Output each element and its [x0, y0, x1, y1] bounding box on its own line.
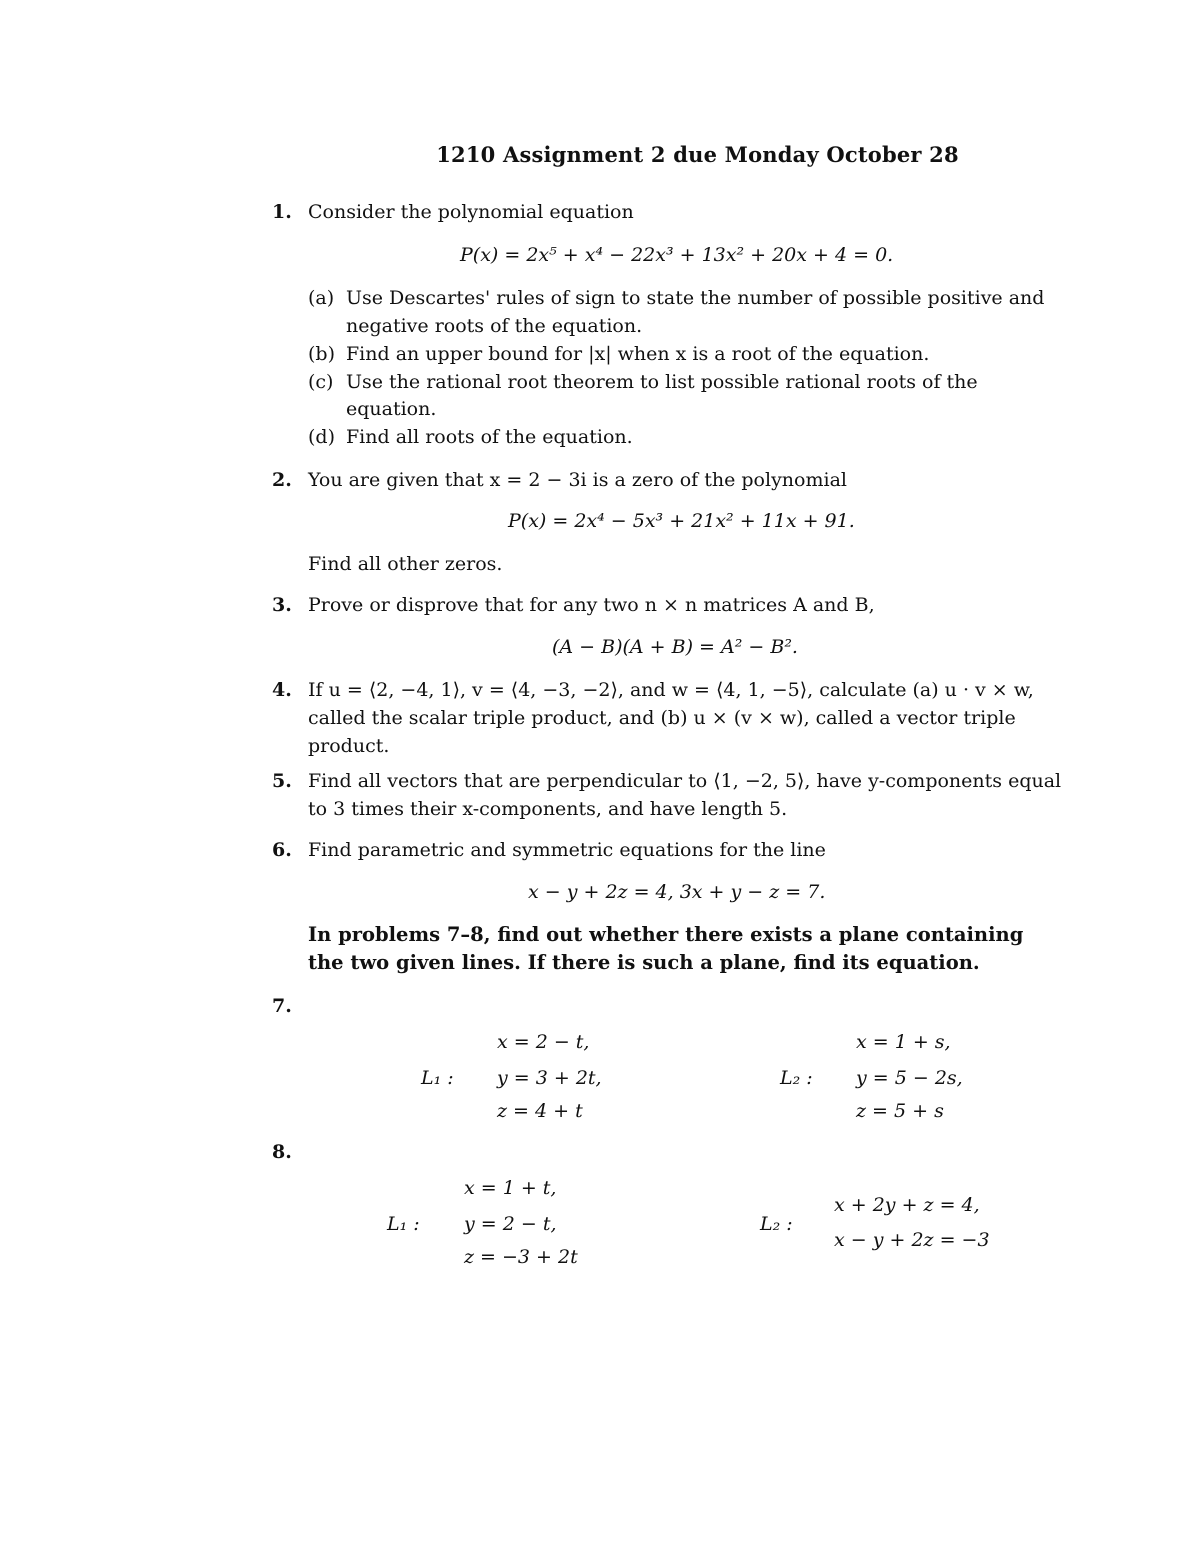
- instruction-line1: In problems 7–8, find out whether there exists a plane containing: [308, 923, 1024, 946]
- problem-7-L1-z: z = 4 + t: [497, 1100, 583, 1122]
- problem-1a-text-line2: negative roots of the equation.: [346, 315, 643, 337]
- problem-1d-text: Find all roots of the equation.: [346, 426, 633, 448]
- page-title: 1210 Assignment 2 due Monday October 28: [436, 142, 959, 167]
- problem-8-L2-eq1: x + 2y + z = 4,: [834, 1194, 980, 1216]
- instruction-line2: the two given lines. If there is such a plane, find its equation.: [308, 951, 980, 974]
- problem-8-L2-label: L₂ :: [760, 1213, 793, 1235]
- problem-4-line3: product.: [308, 735, 390, 757]
- problem-6-equation: x − y + 2z = 4, 3x + y − z = 7.: [528, 881, 826, 903]
- problem-2-intro: You are given that x = 2 − 3i is a zero of the polynomial: [308, 469, 847, 491]
- problem-7-L2-z: z = 5 + s: [856, 1100, 944, 1122]
- problem-3-intro: Prove or disprove that for any two n × n matrices A and B,: [308, 594, 875, 616]
- problem-8-L1-y: y = 2 − t,: [464, 1213, 557, 1235]
- problem-7-L1-label: L₁ :: [421, 1067, 454, 1089]
- problem-6-intro: Find parametric and symmetric equations for the line: [308, 839, 826, 861]
- problem-8-L1-z: z = −3 + 2t: [464, 1246, 578, 1268]
- problem-5-line1: Find all vectors that are perpendicular to ⟨1, −2, 5⟩, have y-components equal: [308, 770, 1062, 792]
- problem-6-number: 6.: [272, 839, 292, 861]
- problem-5-number: 5.: [272, 770, 292, 792]
- problem-8-L1-label: L₁ :: [387, 1213, 420, 1235]
- problem-7-L1-y: y = 3 + 2t,: [497, 1067, 602, 1089]
- problem-2-equation: P(x) = 2x⁴ − 5x³ + 21x² + 11x + 91.: [508, 510, 855, 532]
- problem-4-line1: If u = ⟨2, −4, 1⟩, v = ⟨4, −3, −2⟩, and w = ⟨4, 1, −5⟩, calculate (a) u · v × w,: [308, 679, 1034, 701]
- problem-7-L2-label: L₂ :: [780, 1067, 813, 1089]
- problem-7-L2-x: x = 1 + s,: [856, 1031, 951, 1053]
- problem-1b-label: (b): [308, 343, 335, 365]
- problem-4-line2: called the scalar triple product, and (b) u × (v × w), called a vector triple: [308, 707, 1016, 729]
- problem-5-line2: to 3 times their x-components, and have length 5.: [308, 798, 788, 820]
- problem-8-L1-x: x = 1 + t,: [464, 1177, 557, 1199]
- problem-1c-text-line1: Use the rational root theorem to list possible rational roots of the: [346, 371, 978, 393]
- problem-8-number: 8.: [272, 1141, 292, 1163]
- problem-1-intro: Consider the polynomial equation: [308, 201, 634, 223]
- problem-7-number: 7.: [272, 995, 292, 1017]
- problem-2-after: Find all other zeros.: [308, 553, 503, 575]
- problem-2-number: 2.: [272, 469, 292, 491]
- problem-7-L1-x: x = 2 − t,: [497, 1031, 590, 1053]
- problem-4-number: 4.: [272, 679, 292, 701]
- problem-1a-label: (a): [308, 287, 335, 309]
- problem-1c-text-line2: equation.: [346, 398, 437, 420]
- problem-1-equation: P(x) = 2x⁵ + x⁴ − 22x³ + 13x² + 20x + 4 = 0.: [460, 244, 894, 266]
- problem-7-L2-y: y = 5 − 2s,: [856, 1067, 963, 1089]
- problem-3-number: 3.: [272, 594, 292, 616]
- problem-1d-label: (d): [308, 426, 335, 448]
- problem-1c-label: (c): [308, 371, 334, 393]
- problem-8-L2-eq2: x − y + 2z = −3: [834, 1229, 990, 1251]
- problem-1a-text-line1: Use Descartes' rules of sign to state the number of possible positive and: [346, 287, 1045, 309]
- problem-1-number: 1.: [272, 201, 292, 223]
- problem-1b-text: Find an upper bound for |x| when x is a root of the equation.: [346, 343, 930, 365]
- problem-3-equation: (A − B)(A + B) = A² − B².: [552, 636, 798, 658]
